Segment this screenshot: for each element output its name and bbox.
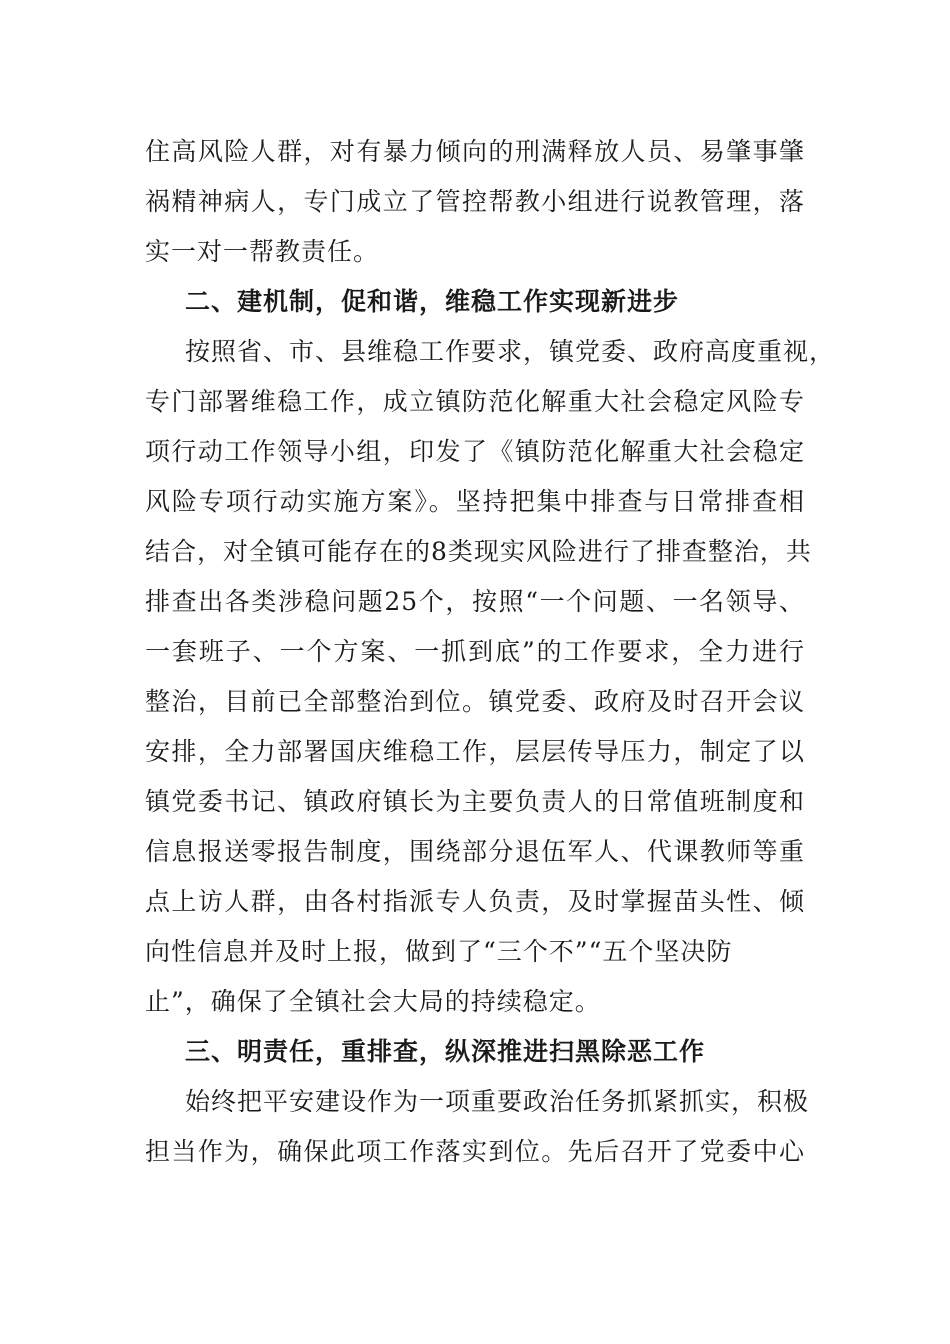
paragraph-line: 镇党委书记、镇政府镇长为主要负责人的日常值班制度和 bbox=[145, 787, 805, 816]
paragraph-line: 整治，目前已全部整治到位。镇党委、政府及时召开会议 bbox=[145, 687, 805, 716]
paragraph-line: 安排，全力部署国庆维稳工作，层层传导压力，制定了以 bbox=[145, 737, 805, 766]
paragraph-line: 风险专项行动实施方案》。坚持把集中排查与日常排查相 bbox=[145, 487, 805, 516]
section-heading: 二、建机制，促和谐，维稳工作实现新进步 bbox=[185, 287, 680, 316]
paragraph-line: 信息报送零报告制度，围绕部分退伍军人、代课教师等重 bbox=[145, 837, 805, 866]
paragraph-line: 按照省、市、县维稳工作要求，镇党委、政府高度重视， bbox=[185, 337, 836, 366]
paragraph-line: 一套班子、一个方案、一抓到底”的工作要求，全力进行 bbox=[145, 637, 805, 666]
paragraph-line: 向性信息并及时上报，做到了“三个不”“五个坚决防 bbox=[145, 937, 733, 966]
paragraph-line: 专门部署维稳工作，成立镇防范化解重大社会稳定风险专 bbox=[145, 387, 805, 416]
paragraph-line: 止”，确保了全镇社会大局的持续稳定。 bbox=[145, 987, 601, 1016]
paragraph-line: 担当作为，确保此项工作落实到位。先后召开了党委中心 bbox=[145, 1137, 805, 1166]
paragraph-line: 实一对一帮教责任。 bbox=[145, 237, 380, 266]
paragraph-line: 点上访人群，由各村指派专人负责，及时掌握苗头性、倾 bbox=[145, 887, 805, 916]
paragraph-line: 结合，对全镇可能存在的8类现实风险进行了排查整治，共 bbox=[145, 537, 812, 566]
paragraph-line: 住高风险人群，对有暴力倾向的刑满释放人员、易肇事肇 bbox=[145, 137, 805, 166]
paragraph-line: 祸精神病人，专门成立了管控帮教小组进行说教管理，落 bbox=[145, 187, 805, 216]
section-heading: 三、明责任，重排查，纵深推进扫黑除恶工作 bbox=[185, 1037, 706, 1066]
paragraph-line: 项行动工作领导小组，印发了《镇防范化解重大社会稳定 bbox=[145, 437, 805, 466]
paragraph-line: 始终把平安建设作为一项重要政治任务抓紧抓实，积极 bbox=[185, 1087, 810, 1116]
paragraph-line: 排查出各类涉稳问题25个，按照“一个问题、一名领导、 bbox=[145, 587, 805, 616]
